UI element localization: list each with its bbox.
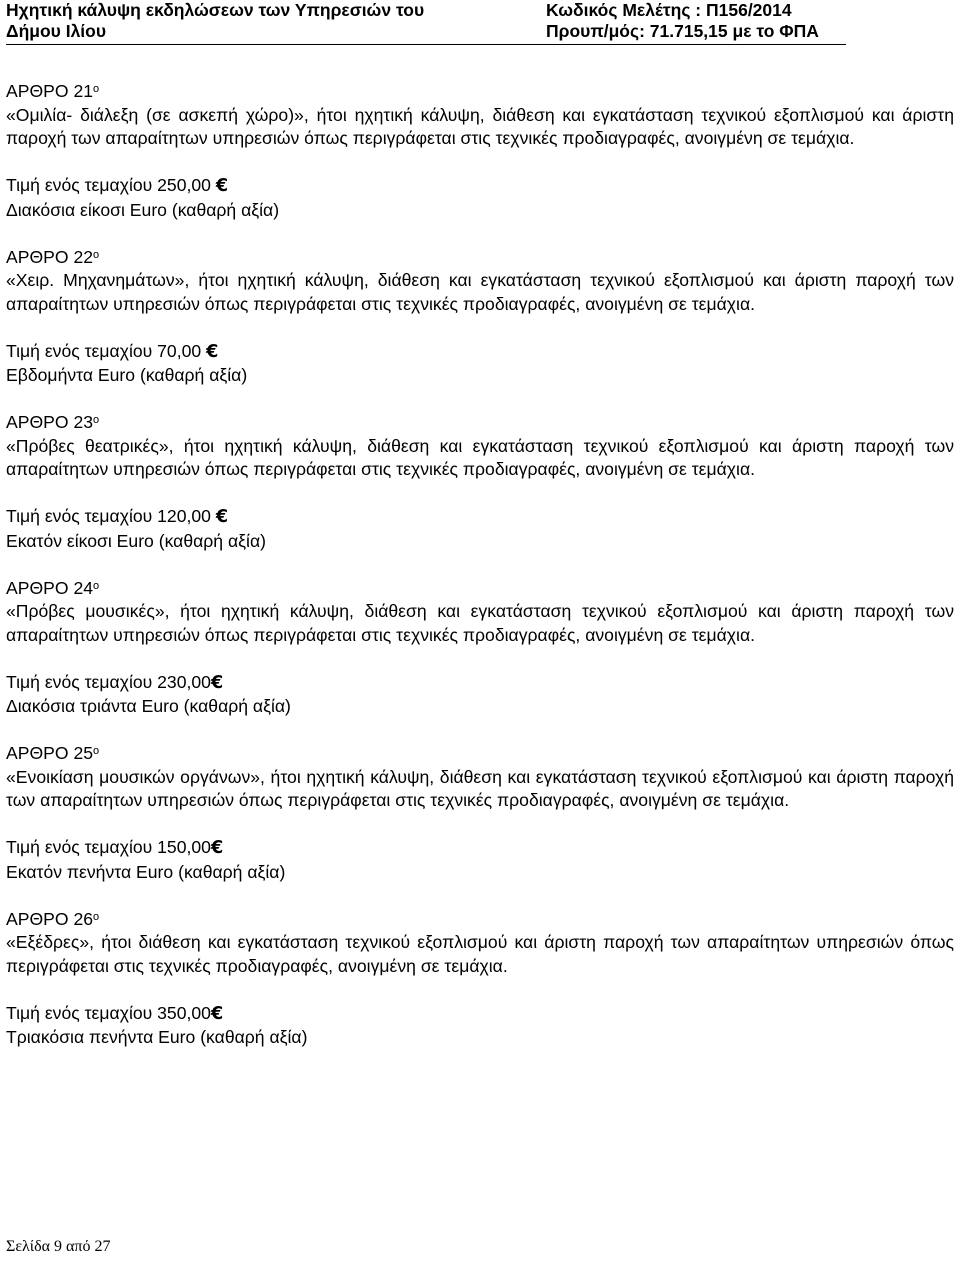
- article-title: [6, 411, 954, 435]
- article-title-sup: ο: [93, 745, 100, 757]
- article-price: [6, 505, 954, 530]
- article-title: [6, 742, 954, 766]
- article-description: «Εξέδρες», ήτοι διάθεση και εγκατάσταση τεχνικού εξοπλισμού και άριστη παροχή των απαραίτητων υπηρεσιών όπως περιγράφεται στις τεχνικές προδιαγραφές, ανοιγμένη σε τεμάχια.: [6, 932, 954, 976]
- article: [6, 80, 954, 222]
- article-title-text: ΑΡΘΡΟ 25: [6, 743, 94, 763]
- article-title-sup: ο: [93, 414, 100, 426]
- article: [6, 742, 954, 884]
- header-right: [546, 0, 819, 42]
- article-price-text: Τιμή ενός τεμαχίου 250,00: [6, 175, 216, 195]
- header-budget: Προυπ/μός: 71.715,15 με το ΦΠΑ: [546, 21, 819, 41]
- article-title-text: ΑΡΘΡΟ 26: [6, 908, 94, 929]
- article: [6, 411, 954, 553]
- article-price: [6, 671, 954, 696]
- article: [6, 577, 954, 719]
- header-study-code: Κωδικός Μελέτης : Π156/2014: [546, 0, 792, 20]
- article-price-text: Τιμή ενός τεμαχίου 230,00: [6, 671, 211, 692]
- euro-icon: €: [206, 341, 219, 362]
- article-title: [6, 908, 954, 932]
- article-title: [6, 80, 954, 104]
- article: [6, 246, 954, 388]
- euro-icon: €: [215, 507, 229, 527]
- article-description: «Ομιλία- διάλεξη (σε ασκεπή χώρο)», ήτοι ηχητική κάλυψη, διάθεση και εγκατάσταση τεχνικού εξοπλισμού και άριστη παροχή των απαραίτητων υπηρεσιών όπως περιγράφεται στις τεχνικές προδιαγραφές, ανοιγμένη σε τεμάχια.: [6, 104, 954, 148]
- article-title-text: ΑΡΘΡΟ 24: [6, 577, 94, 598]
- euro-icon: €: [215, 176, 229, 196]
- article-title: [6, 577, 954, 601]
- article: [6, 908, 954, 1050]
- article-title-text: ΑΡΘΡΟ 23: [6, 412, 94, 432]
- header-title-line2: Δήμου Ιλίου: [6, 21, 107, 41]
- article-title-sup: ο: [93, 579, 100, 592]
- article-title: [6, 246, 954, 270]
- page-footer: Σελίδα 9 από 27: [6, 1238, 111, 1255]
- article-price: [6, 1002, 954, 1027]
- article-title-text: ΑΡΘΡΟ 21: [6, 81, 94, 101]
- article-price-text: Τιμή ενός τεμαχίου 120,00: [6, 506, 216, 526]
- article-price-words: Εκατόν είκοσι Euro (καθαρή αξία): [6, 530, 266, 551]
- article-description: «Πρόβες θεατρικές», ήτοι ηχητική κάλυψη, διάθεση και εγκατάσταση τεχνικού εξοπλισμού και άριστη παροχή των απαραίτητων υπηρεσιών όπως περιγράφεται στις τεχνικές προδιαγραφές, ανοιγμένη σε τεμάχια.: [6, 435, 954, 479]
- article-price: [6, 836, 954, 861]
- article-price-words: Διακόσια τριάντα Euro (καθαρή αξία): [6, 696, 291, 716]
- article-description: «Πρόβες μουσικές», ήτοι ηχητική κάλυψη, διάθεση και εγκατάσταση τεχνικού εξοπλισμού και άριστη παροχή των απαραίτητων υπηρεσιών όπως περιγράφεται στις τεχνικές προδιαγραφές, ανοιγμένη σε τεμάχια.: [6, 601, 954, 645]
- article-title-sup: ο: [93, 83, 100, 95]
- article-title-text: ΑΡΘΡΟ 22: [6, 246, 94, 267]
- article-price-words: Τριακόσια πενήντα Euro (καθαρή αξία): [6, 1027, 308, 1047]
- article-title-sup: ο: [93, 910, 100, 923]
- article-price-text: Τιμή ενός τεμαχίου 350,00: [6, 1002, 211, 1023]
- header-title-line1: Ηχητική κάλυψη εκδηλώσεων των Υπηρεσιών του: [6, 0, 425, 20]
- article-price-text: Τιμή ενός τεμαχίου 150,00: [6, 837, 211, 857]
- article-price: [6, 340, 954, 365]
- article-price-text: Τιμή ενός τεμαχίου 70,00: [6, 340, 207, 361]
- article-description: «Ενοικίαση μουσικών οργάνων», ήτοι ηχητική κάλυψη, διάθεση και εγκατάσταση τεχνικού εξοπλισμού και άριστη παροχή των απαραίτητων υπηρεσιών όπως περιγράφεται στις τεχνικές προδιαγραφές, ανοιγμένη σε τεμάχια.: [6, 766, 954, 810]
- article-description: «Χειρ. Μηχανημάτων», ήτοι ηχητική κάλυψη, διάθεση και εγκατάσταση τεχνικού εξοπλισμού και άριστη παροχή των απαραίτητων υπηρεσιών όπως περιγράφεται στις τεχνικές προδιαγραφές, ανοιγμένη σε τεμάχια.: [6, 270, 954, 314]
- article-price-words: Εβδομήντα Euro (καθαρή αξία): [6, 365, 248, 385]
- document-body: [6, 80, 954, 1073]
- article-price-words: Εκατόν πενήντα Euro (καθαρή αξία): [6, 861, 286, 882]
- document-header: [6, 0, 846, 45]
- article-title-sup: ο: [93, 248, 100, 261]
- euro-icon: €: [210, 1003, 224, 1024]
- euro-icon: €: [210, 838, 224, 858]
- article-price: [6, 174, 954, 199]
- article-price-words: Διακόσια είκοσι Euro (καθαρή αξία): [6, 199, 280, 220]
- header-left: [6, 0, 424, 42]
- euro-icon: €: [210, 672, 224, 693]
